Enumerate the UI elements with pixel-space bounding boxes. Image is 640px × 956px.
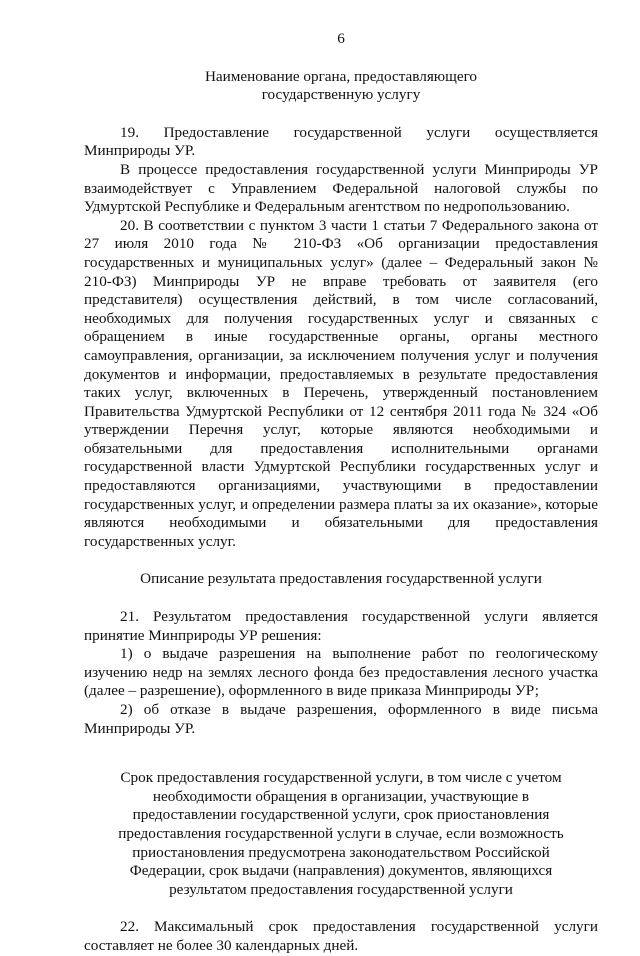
paragraph-21-item-1: 1) о выдаче разрешения на выполнение работ по геологическому изучению недр на землях лесного фонда без предоставления лесного участка (далее – разрешение), оформленного в виде приказа Минприроды УР;	[84, 645, 598, 700]
section-service-result	[84, 608, 598, 738]
paragraph-20: 20. В соответствии с пунктом 3 части 1 статьи 7 Федерального закона от 27 июля 2010 года № 210-ФЗ «Об организации предоставления государственных и муниципальных услуг» (далее – Федеральный закон № 210-ФЗ) Минприроды УР не вправе требовать от заявителя (его представителя) осуществления действий, в том числе согласований, необходимых для получения государственных услуг и связанных с обращением в иные государственные органы, органы местного самоуправления, организации, за исключением получения услуг и получения документов и информации, предоставляемых в результате предоставления таких услуг, включенных в Перечень, утвержденный постановлением Правительства Удмуртской Республики от 12 сентября 2011 года № 324 «Об утверждении Перечня услуг, которые являются необходимыми и обязательными для предоставления исполнительными органами государственной власти Удмуртской Республики государственных услуг и предоставляются организациями, участвующими в предоставлении государственных услуг, и определении размера платы за их оказание», которые являются необходимыми и обязательными для предоставления государственных услуг.	[84, 216, 598, 550]
section-heading-service-term: Срок предоставления государственной услуги, в том числе с учетом необходимости обращения в организации, участвующие в предоставлении государственной услуги, срок приостановления предоставления государственной услуги в случае, если возможность приостановления предусмотрена законодательством Российской Федерации, срок выдачи (направления) документов, являющихся результатом предоставления государственной услуги	[118, 769, 564, 898]
section-heading-service-result: Описание результата предоставления государственной услуги	[140, 570, 542, 588]
document-page	[84, 30, 598, 956]
paragraph-21-item-2: 2) об отказе в выдаче разрешения, оформленного в виде письма Минприроды УР.	[84, 701, 598, 737]
section-heading-provider-authority: Наименование органа, предоставляющего государственную услугу	[204, 67, 478, 104]
paragraph-19: 19. Предоставление государственной услуги осуществляется Минприроды УР.	[84, 123, 598, 160]
paragraph-22: 22. Максимальный срок предоставления государственной услуги составляет не более 30 календарных дней.	[84, 918, 598, 954]
paragraph-21: 21. Результатом предоставления государственной услуги является принятие Минприроды УР решения:	[84, 608, 598, 644]
page-number: 6	[337, 30, 345, 47]
section-provider-authority	[84, 124, 598, 552]
section-service-term	[84, 918, 598, 955]
paragraph-19-interaction: В процессе предоставления государственной услуги Минприроды УР взаимодействует с Управлением Федеральной налоговой службы по Удмуртской Республике и Федеральным агентством по недропользованию.	[84, 160, 598, 216]
